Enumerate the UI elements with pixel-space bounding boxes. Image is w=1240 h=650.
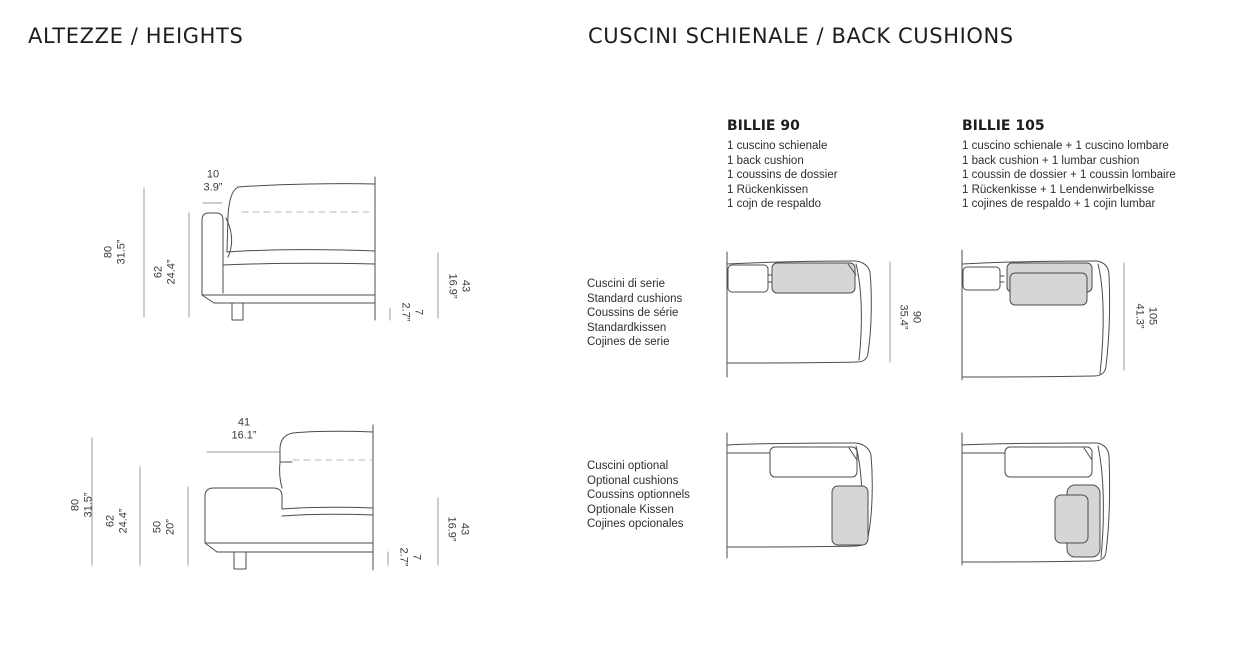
front-edge: [727, 546, 856, 547]
heights-section-title: ALTEZZE / HEIGHTS: [28, 24, 244, 48]
seat-front-line: [282, 514, 373, 516]
dim-cm: 62: [152, 265, 165, 279]
back-cushion-plan: [770, 447, 857, 477]
billie-105-spec-block: [962, 118, 1176, 212]
dim-in: 31.5”: [82, 492, 94, 518]
billie-105-optional-plan-drawing: [950, 430, 1170, 570]
arm-outline: [205, 488, 282, 543]
dim-label-back-height: [105, 508, 130, 533]
base-bevel: [205, 543, 217, 552]
product-name: BILLIE 90: [727, 118, 800, 134]
backrest-top-edge: [727, 443, 855, 445]
dim-cm: 90: [910, 310, 923, 324]
dimension-lines: [144, 188, 438, 320]
description-line: 1 cojn de respaldo: [727, 198, 821, 211]
dim-cm: 7: [410, 553, 423, 561]
dim-cm: 43: [458, 522, 471, 536]
optional-side-cushion-plan: [832, 486, 868, 545]
dim-label-total-height: [103, 239, 128, 264]
lumbar-cushion-plan: [1010, 273, 1087, 305]
dim-label-leg-height: [400, 303, 425, 322]
arm-outline: [202, 213, 223, 295]
description-line: 1 back cushion + 1 lumbar cushion: [962, 154, 1140, 167]
dim-in: 3.9”: [203, 181, 223, 193]
front-edge: [727, 362, 857, 363]
dim-cm: 50: [151, 520, 164, 534]
dim-cm: 7: [412, 308, 425, 316]
description-line: 1 coussins de dossier: [727, 169, 838, 182]
dim-cm: 41: [237, 416, 251, 429]
standard-cushions-row-label: [587, 277, 682, 350]
seat-top-line: [282, 507, 373, 509]
billie-90-optional-plan-drawing: [715, 430, 935, 562]
arm-inner-edge: [1098, 264, 1103, 374]
row-label-line: Standard cushions: [587, 292, 683, 305]
dim-cm: 43: [459, 279, 472, 293]
billie-90-spec-block: [727, 118, 838, 212]
back-cushion-plan: [772, 263, 855, 293]
row-label-line: Coussins optionnels: [587, 489, 690, 502]
base-bevel: [202, 295, 214, 303]
sofa-outline: [202, 177, 375, 320]
dim-in: 2.7”: [400, 302, 412, 322]
dim-cm: 80: [102, 245, 115, 259]
dim-label-seat-height: [446, 516, 471, 541]
description-line: 1 coussin de dossier + 1 coussin lombaire: [962, 169, 1176, 182]
dim-label-total-height: [70, 492, 95, 517]
leg: [232, 303, 243, 320]
cushion-connector-lines: [768, 275, 772, 282]
backrest-top-edge: [962, 443, 1097, 445]
dim-label-width-105: [1134, 303, 1159, 328]
dim-label-arm-height: [152, 519, 177, 535]
arm-outer-edge: [855, 261, 871, 362]
back-cushion-plan: [1005, 447, 1092, 477]
dim-in: 16.9”: [447, 273, 459, 299]
leg: [234, 552, 246, 569]
dim-in: 2.7”: [398, 547, 410, 567]
description-line: 1 cuscino schienale + 1 cuscino lombare: [962, 140, 1169, 152]
optional-side-cushion-front-plan: [1055, 495, 1088, 543]
back-cushions-section-title: CUSCINI SCHIENALE / BACK CUSHIONS: [588, 24, 1014, 48]
back-cushion-front-edge-upper: [280, 433, 293, 462]
dim-cm: 105: [1146, 306, 1159, 326]
row-label-line: Optionale Kissen: [587, 503, 674, 516]
dim-label-arm-top-width: [204, 169, 223, 194]
row-label-line: Cuscini di serie: [587, 278, 665, 290]
dim-in: 31.5”: [115, 239, 127, 265]
optional-cushions-row-label: [587, 459, 690, 532]
back-cushion-top-edge: [293, 431, 373, 433]
seat-cushion-plan: [728, 265, 768, 292]
dim-cm: 80: [69, 498, 82, 512]
cushion-connector-lines: [1000, 276, 1004, 282]
row-label-line: Cojines opcionales: [587, 518, 684, 531]
arm-inner-edge: [856, 264, 861, 360]
sofa-outline: [205, 425, 373, 570]
dim-in: 16.1”: [231, 429, 257, 441]
dim-label-arm-height: [153, 259, 178, 284]
dim-in: 24.4”: [165, 259, 177, 285]
front-edge: [962, 376, 1094, 377]
product-name: BILLIE 105: [962, 118, 1045, 134]
dim-cm: 10: [206, 168, 220, 181]
dim-label-width-90: [898, 304, 923, 329]
back-cushion-front-edge-lower: [280, 462, 282, 488]
description-line: 1 Rückenkisse + 1 Lendenwirbelkisse: [962, 183, 1155, 196]
dim-cm: 62: [104, 514, 117, 528]
seat-cushion-plan: [963, 267, 1000, 290]
dim-in: 20”: [164, 519, 176, 535]
dim-label-arm-depth: [231, 417, 256, 442]
dim-in: 24.4”: [117, 508, 129, 534]
row-label-line: Optional cushions: [587, 474, 679, 487]
dim-label-seat-height: [447, 273, 472, 298]
dim-in: 41.3”: [1134, 303, 1146, 329]
back-cushion-front-edge: [227, 187, 238, 252]
dim-in: 16.9”: [446, 516, 458, 542]
dimension-lines: [92, 438, 438, 565]
row-label-line: Cojines de serie: [587, 336, 670, 349]
description-line: 1 cuscino schienale: [727, 140, 828, 152]
description-line: 1 back cushion: [727, 154, 804, 167]
row-label-line: Coussins de série: [587, 307, 679, 320]
seat-front-line: [223, 263, 375, 265]
description-line: 1 Rückenkissen: [727, 183, 809, 196]
description-line: 1 cojines de respaldo + 1 cojin lumbar: [962, 198, 1156, 211]
front-edge: [962, 561, 1094, 562]
dim-label-leg-height: [398, 548, 423, 567]
back-cushion-top-edge: [238, 184, 375, 187]
row-label-line: Standardkissen: [587, 321, 667, 334]
seat-top-line: [227, 250, 375, 252]
dim-in: 35.4”: [898, 304, 910, 330]
row-label-line: Cuscini optional: [587, 460, 669, 472]
